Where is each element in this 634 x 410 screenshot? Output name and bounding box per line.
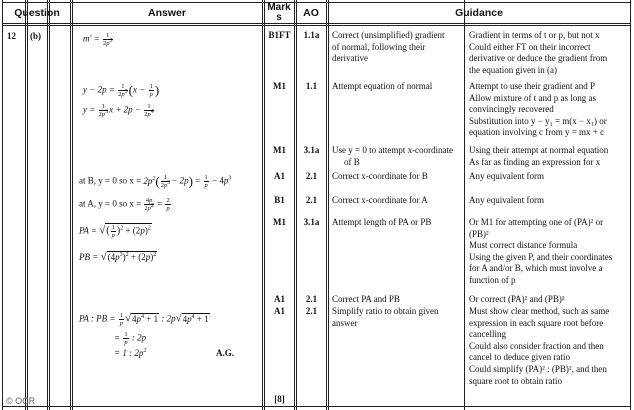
column-divider <box>49 0 50 410</box>
row-mark: A1 <box>274 294 285 304</box>
answer-at-b-label: at B, y = 0 so x = <box>79 175 144 186</box>
guidance-line: Must correct distance formula <box>469 240 578 251</box>
total-marks: [8] <box>274 394 285 404</box>
row-mark: M1 <box>273 217 286 227</box>
row-criteria <box>332 145 453 168</box>
header-guidance: Guidance <box>455 7 503 19</box>
column-divider <box>70 0 71 410</box>
row-ao: 3.1a <box>303 145 320 155</box>
criteria-line: Attempt length of PA or PB <box>332 217 432 227</box>
guidance-line: cancel to deduce given ratio <box>469 352 570 363</box>
answer-given-label: A.G. <box>216 348 234 358</box>
guidance-line: Could either FT on their incorrect <box>469 41 591 52</box>
guidance-line: for A and/or B, which must involve a <box>469 263 603 274</box>
question-part: (b) <box>30 31 41 41</box>
row-mark: M1 <box>273 81 286 91</box>
guidance-line: expression in each square root before <box>469 317 604 328</box>
answer-pb: PB = $√(4p^3)^2 + (2p)^2$ <box>79 251 157 263</box>
column-divider <box>262 0 263 410</box>
guidance-line: (PB)² <box>469 228 489 239</box>
criteria-line: Correct PA and PB <box>332 294 400 304</box>
criteria-line: Attempt equation of normal <box>332 81 433 91</box>
criteria-line: Simplify ratio to obtain given <box>332 306 439 316</box>
row-ao: 2.1 <box>305 195 318 205</box>
row-guidance <box>469 217 612 287</box>
table-border <box>630 0 631 410</box>
guidance-line: Must show clear method, such as same <box>469 306 610 316</box>
row-criteria <box>332 30 444 65</box>
criteria-line: of B <box>344 156 360 167</box>
column-divider <box>294 0 295 410</box>
row-guidance <box>469 306 609 387</box>
answer-normal-simplified: y = $\frac{1}{2p^3}$ x + 2p − $\frac{1}{2p^4}$ <box>83 103 154 118</box>
table-border <box>2 2 631 3</box>
answer-normal-equation: y − 2p = $\frac{1}{2p^3}$ (x − $\frac{1}{p}$ ) <box>83 82 160 98</box>
guidance-line: derivative or deduce the gradient from <box>469 53 608 64</box>
header-marks: Mark s <box>267 2 291 23</box>
row-mark: A1 <box>274 171 285 181</box>
question-number: 12 <box>7 31 16 41</box>
row-guidance <box>469 145 608 168</box>
ocr-watermark: © OCR <box>6 396 36 406</box>
criteria-line: Correct (unsimplified) gradient <box>332 30 445 40</box>
guidance-line: Gradient in terms of t or p, but not x <box>469 30 600 40</box>
criteria-line: of normal, following their <box>332 41 426 52</box>
guidance-line: Any equivalent form <box>469 195 544 205</box>
answer-gradient-label: m' = <box>83 33 102 44</box>
guidance-line: Could also consider fraction and then <box>469 340 604 351</box>
answer-pa: PA = √( $\frac{1}{p}$ )$^2 + (2p)^2$ <box>79 224 151 239</box>
answer-gradient: m' = $\frac{1}{2p^3}$ <box>83 32 113 47</box>
table-border <box>2 0 3 410</box>
criteria-line: answer <box>332 317 358 328</box>
guidance-line: square root to obtain ratio <box>469 375 562 386</box>
row-ao: 2.1 <box>305 294 318 304</box>
header-ao: AO <box>303 7 319 19</box>
criteria-line: Use y = 0 to attempt x-coordinate <box>332 145 454 155</box>
guidance-line: Using their attempt at normal equation <box>469 145 609 155</box>
guidance-line: function of p <box>469 274 516 285</box>
guidance-line: As far as finding an expression for x <box>469 156 601 167</box>
answer-ratio-step2: = $\frac{1}{p}$ : 2p <box>114 331 147 346</box>
guidance-line: Any equivalent form <box>469 171 544 181</box>
row-ao: 1.1a <box>303 30 320 40</box>
column-divider <box>328 0 329 410</box>
row-ao: 2.1 <box>305 171 318 181</box>
row-mark: B1 <box>274 195 285 205</box>
guidance-line: Or M1 for attempting one of (PA)² or <box>469 217 604 227</box>
row-ao: 3.1a <box>303 217 320 227</box>
header-question: Question <box>14 7 60 19</box>
row-criteria <box>332 306 439 329</box>
guidance-line: cancelling <box>469 329 506 340</box>
row-guidance <box>469 30 607 76</box>
guidance-line: Substitution into y − y₁ = m(x − x₁) or <box>469 115 607 126</box>
answer-at-b: at B, y = 0 so $x = 2p^2$( $\frac{1}{2p^3}$ − 2p) = $\frac{1}{p}$ − $4p^3$ <box>79 173 232 189</box>
column-divider <box>47 0 48 410</box>
header-answer: Answer <box>148 7 186 19</box>
guidance-line: Or correct (PA)² and (PB)² <box>469 294 565 304</box>
row-guidance <box>469 81 607 139</box>
guidance-line: Using the given P, and their coordinates <box>469 251 613 262</box>
column-divider <box>464 0 465 410</box>
table-border <box>2 406 631 407</box>
answer-at-a: at A, y = 0 so x = $\frac{4p}{2p^2}$ = $\frac{2}{p}$ <box>79 197 170 212</box>
guidance-line: Attempt to use their gradient and P <box>469 81 595 91</box>
guidance-line: equation involving c from y = mx + c <box>469 127 605 138</box>
column-divider <box>27 0 28 410</box>
row-mark: A1 <box>274 306 285 316</box>
criteria-line: Correct x-coordinate for B <box>332 171 428 181</box>
row-criteria <box>332 81 432 93</box>
criteria-line: derivative <box>332 53 368 64</box>
criteria-line: Correct x-coordinate for A <box>332 195 428 205</box>
header-divider <box>2 25 631 26</box>
guidance-line: convincingly recovered <box>469 104 554 115</box>
row-mark: B1FT <box>268 30 291 40</box>
row-ao: 2.1 <box>305 306 318 316</box>
column-divider <box>72 0 73 410</box>
row-mark: M1 <box>273 145 286 155</box>
header-divider <box>2 23 631 24</box>
answer-at-a-label: at A, y = 0 so x = <box>79 198 144 209</box>
answer-ratio: PA : PB = $\frac{1}{p}$ $√4p^4 + 1$ : $2p√4p^4 + 1$ <box>79 312 209 327</box>
guidance-line: Could simplify (PA)² : (PB)², and then <box>469 363 607 374</box>
column-divider <box>326 0 327 410</box>
guidance-line: the equation given in (a) <box>469 64 557 75</box>
guidance-line: Allow mixture of t and p as long as <box>469 92 596 103</box>
column-divider <box>25 0 26 410</box>
answer-ratio-step3: = 1 : $2p^2$ <box>114 348 147 358</box>
row-ao: 1.1 <box>305 81 318 91</box>
